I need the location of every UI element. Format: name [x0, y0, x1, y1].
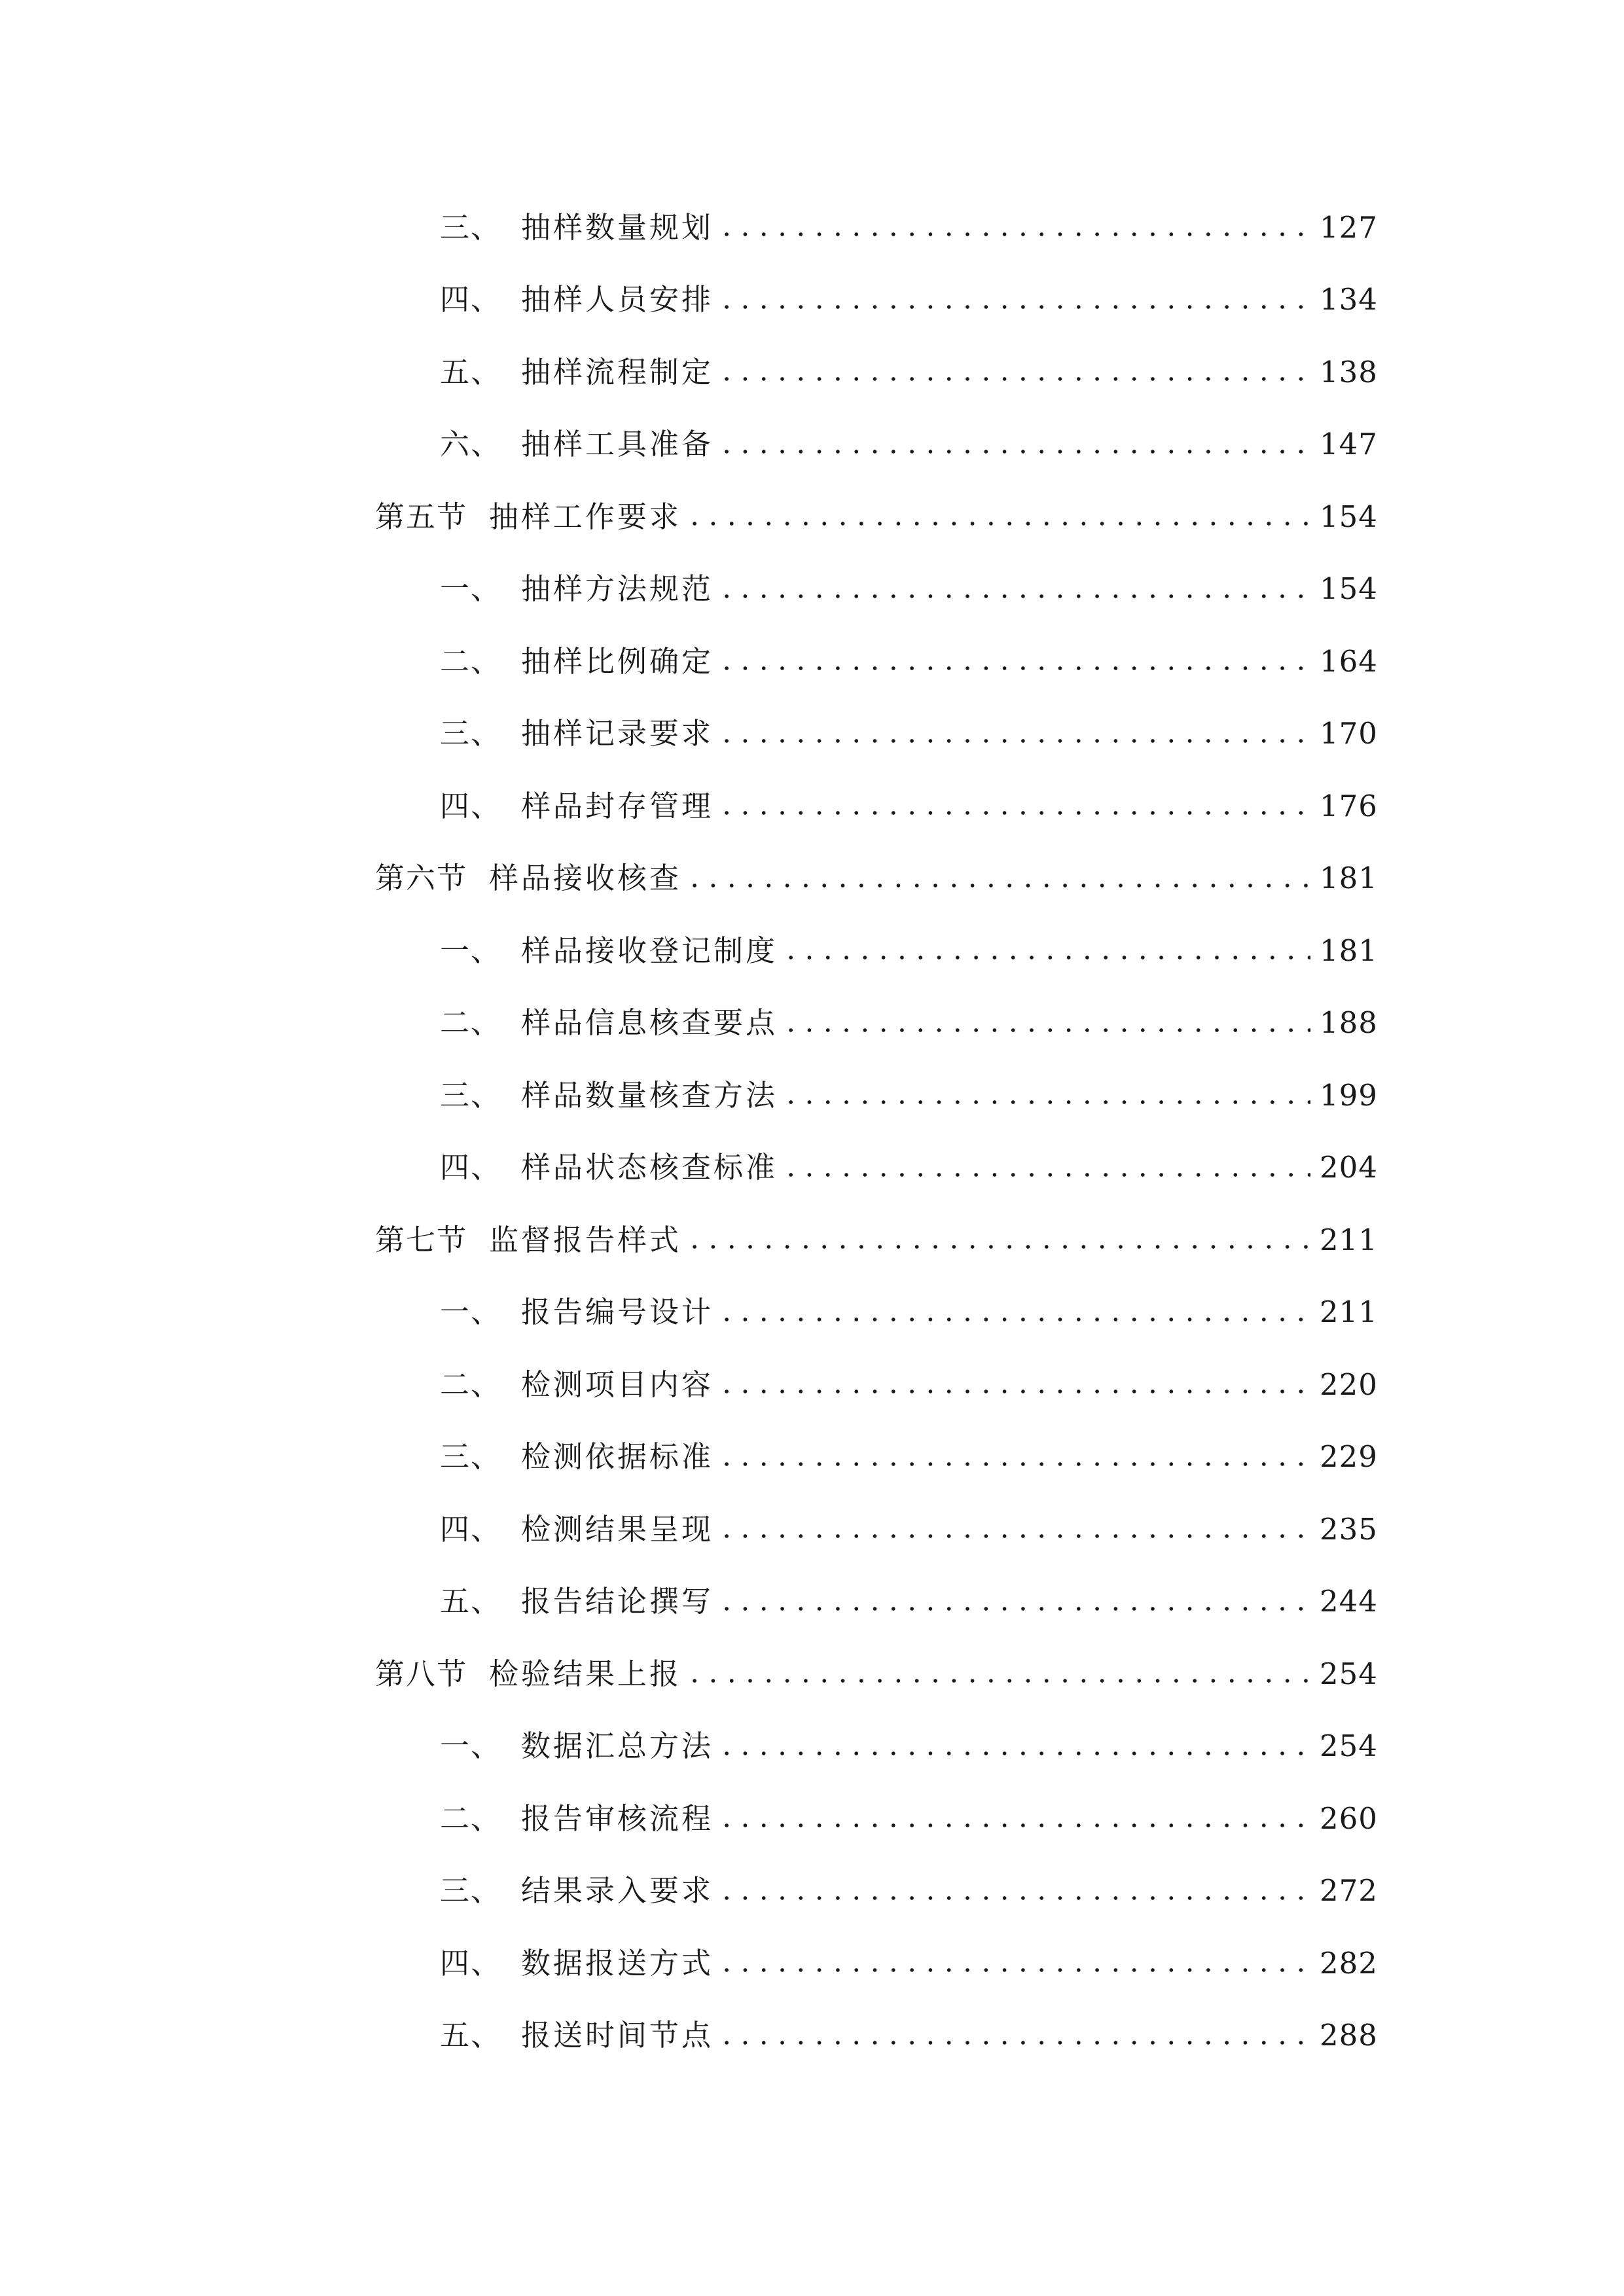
toc-entry-page: 254: [1320, 1729, 1378, 1763]
toc-dot-leader: [685, 1245, 1310, 1249]
toc-entry[interactable]: [440, 1861, 1378, 1920]
toc-entry-number: 一、: [440, 1729, 502, 1763]
toc-dot-leader: [717, 1462, 1310, 1466]
toc-entry-number: 二、: [440, 1801, 502, 1836]
toc-entry-page: 164: [1320, 643, 1378, 679]
toc-entry-title: 抽样工具准备: [521, 427, 714, 461]
toc-dot-leader: [717, 1823, 1310, 1827]
toc-entry-page: 282: [1320, 1945, 1378, 1981]
toc-entry-page: 199: [1320, 1077, 1378, 1113]
toc-dot-leader: [717, 2041, 1310, 2045]
toc-entry[interactable]: [440, 1427, 1378, 1486]
toc-dot-leader: [717, 377, 1310, 381]
toc-entry-number: 三、: [440, 1439, 502, 1474]
toc-entry[interactable]: [440, 994, 1378, 1052]
toc-dot-leader: [685, 522, 1310, 526]
toc-entry-title: 检测项目内容: [521, 1367, 714, 1402]
toc-dot-leader: [717, 1534, 1310, 1538]
toc-dot-leader: [717, 1318, 1310, 1321]
toc-entry[interactable]: [440, 1717, 1378, 1776]
toc-entry-number: 一、: [440, 1295, 502, 1329]
toc-entry-title: 抽样方法规范: [521, 571, 714, 606]
toc-dot-leader: [782, 1173, 1310, 1177]
toc-dot-leader: [717, 305, 1310, 309]
toc-dot-leader: [782, 956, 1310, 960]
toc-entry-page: 220: [1320, 1367, 1378, 1402]
toc-entry-title: 监督报告样式: [489, 1222, 682, 1257]
toc-entry-number: 三、: [440, 209, 502, 245]
toc-entry-number: 六、: [440, 427, 502, 461]
toc-entry-number: 五、: [440, 2018, 502, 2053]
toc-section-entry[interactable]: [375, 1210, 1378, 1269]
toc-entry-page: 229: [1320, 1439, 1378, 1474]
toc-dot-leader: [717, 666, 1310, 670]
toc-dot-leader: [782, 1028, 1310, 1032]
toc-dot-leader: [717, 232, 1310, 236]
toc-entry[interactable]: [440, 1138, 1378, 1197]
toc-dot-leader: [717, 1896, 1310, 1900]
toc-dot-leader: [717, 1607, 1310, 1611]
toc-entry-number: 五、: [440, 1584, 502, 1619]
toc-entry[interactable]: [440, 342, 1378, 401]
toc-entry-title: 数据汇总方法: [521, 1729, 714, 1763]
toc-section-entry[interactable]: [375, 487, 1378, 546]
toc-entry-title: 数据报送方式: [521, 1945, 714, 1981]
toc-entry-number: 四、: [440, 1945, 502, 1981]
toc-entry-title: 抽样人员安排: [521, 282, 714, 317]
toc-entry-title: 检测依据标准: [521, 1439, 714, 1474]
toc-entry-title: 抽样数量规划: [521, 209, 714, 245]
toc-entry[interactable]: [440, 921, 1378, 980]
toc-entry[interactable]: [440, 270, 1378, 329]
toc-entry-number: 二、: [440, 643, 502, 679]
toc-entry-page: 176: [1320, 788, 1378, 823]
toc-entry-title: 样品接收登记制度: [521, 933, 778, 968]
toc-entry[interactable]: [440, 1789, 1378, 1848]
toc-entry-page: 260: [1320, 1801, 1378, 1836]
toc-entry-number: 第七节: [375, 1222, 468, 1257]
toc-entry-number: 五、: [440, 354, 502, 389]
toc-entry[interactable]: [440, 415, 1378, 474]
toc-entry-title: 样品接收核查: [489, 861, 682, 895]
toc-entry-page: 154: [1320, 499, 1378, 534]
toc-entry-page: 254: [1320, 1656, 1378, 1691]
toc-entry-number: 四、: [440, 788, 502, 823]
toc-dot-leader: [685, 1679, 1310, 1683]
toc-entry[interactable]: [440, 1355, 1378, 1414]
toc-entry-title: 结果录入要求: [521, 1873, 714, 1908]
toc-entry-title: 检验结果上报: [489, 1656, 682, 1691]
toc-entry[interactable]: [440, 1572, 1378, 1631]
toc-entry-page: 211: [1320, 1295, 1378, 1329]
toc-dot-leader: [782, 1100, 1310, 1104]
toc-entry-title: 样品数量核查方法: [521, 1077, 778, 1113]
toc-entry-page: 188: [1320, 1005, 1378, 1040]
toc-entry-number: 三、: [440, 716, 502, 751]
toc-entry-number: 一、: [440, 571, 502, 606]
toc-dot-leader: [717, 739, 1310, 743]
toc-entry-page: 204: [1320, 1150, 1378, 1185]
toc-entry-number: 二、: [440, 1005, 502, 1040]
toc-dot-leader: [717, 1968, 1310, 1972]
toc-entry-page: 288: [1320, 2018, 1378, 2053]
toc-entry-page: 181: [1320, 861, 1378, 895]
toc-entry-page: 244: [1320, 1584, 1378, 1619]
toc-entry-page: 134: [1320, 282, 1378, 317]
toc-entry-number: 四、: [440, 282, 502, 317]
toc-entry-title: 样品封存管理: [521, 788, 714, 823]
toc-entry-page: 154: [1320, 571, 1378, 606]
toc-entry-number: 二、: [440, 1367, 502, 1402]
toc-section-entry[interactable]: [375, 849, 1378, 908]
toc-entry-title: 检测结果呈现: [521, 1511, 714, 1547]
toc-entry-number: 四、: [440, 1150, 502, 1185]
toc-entry-number: 第五节: [375, 499, 468, 534]
toc-entry-title: 样品状态核查标准: [521, 1150, 778, 1185]
toc-entry[interactable]: [440, 198, 1378, 257]
toc-entry[interactable]: [440, 1283, 1378, 1342]
toc-entry-page: 170: [1320, 716, 1378, 751]
toc-entry[interactable]: [440, 560, 1378, 619]
toc-entry[interactable]: [440, 776, 1378, 835]
toc-entry-title: 报告审核流程: [521, 1801, 714, 1836]
toc-dot-leader: [717, 594, 1310, 598]
toc-entry-page: 272: [1320, 1873, 1378, 1908]
toc-entry[interactable]: [440, 632, 1378, 691]
toc-entry-title: 抽样工作要求: [489, 499, 682, 534]
toc-entry-title: 报送时间节点: [521, 2018, 714, 2053]
toc-dot-leader: [717, 450, 1310, 454]
toc-entry-number: 三、: [440, 1077, 502, 1113]
toc-dot-leader: [717, 1390, 1310, 1393]
toc-entry-number: 第八节: [375, 1656, 468, 1691]
toc-entry-page: 147: [1320, 427, 1378, 461]
toc-entry-title: 样品信息核查要点: [521, 1005, 778, 1040]
toc-entry-title: 抽样流程制定: [521, 354, 714, 389]
toc-entry-title: 报告结论撰写: [521, 1584, 714, 1619]
toc-entry-page: 211: [1320, 1222, 1378, 1257]
toc-entry-page: 127: [1320, 209, 1378, 245]
toc-entry-title: 报告编号设计: [521, 1295, 714, 1329]
toc-entry-title: 抽样比例确定: [521, 643, 714, 679]
toc-entry-number: 四、: [440, 1511, 502, 1547]
toc-section-entry[interactable]: [375, 1644, 1378, 1703]
toc-dot-leader: [685, 884, 1310, 888]
toc-entry[interactable]: [440, 2006, 1378, 2065]
toc-entry-title: 抽样记录要求: [521, 716, 714, 751]
toc-entry[interactable]: [440, 1499, 1378, 1558]
toc-entry-number: 一、: [440, 933, 502, 968]
toc-entry[interactable]: [440, 1933, 1378, 1992]
toc-entry[interactable]: [440, 704, 1378, 763]
toc-entry-page: 138: [1320, 354, 1378, 389]
toc-entry-page: 235: [1320, 1511, 1378, 1547]
toc-entry[interactable]: [440, 1066, 1378, 1124]
toc-entry-number: 第六节: [375, 861, 468, 895]
toc-entry-number: 三、: [440, 1873, 502, 1908]
toc-dot-leader: [717, 1751, 1310, 1755]
toc-dot-leader: [717, 811, 1310, 815]
toc-entry-page: 181: [1320, 933, 1378, 968]
